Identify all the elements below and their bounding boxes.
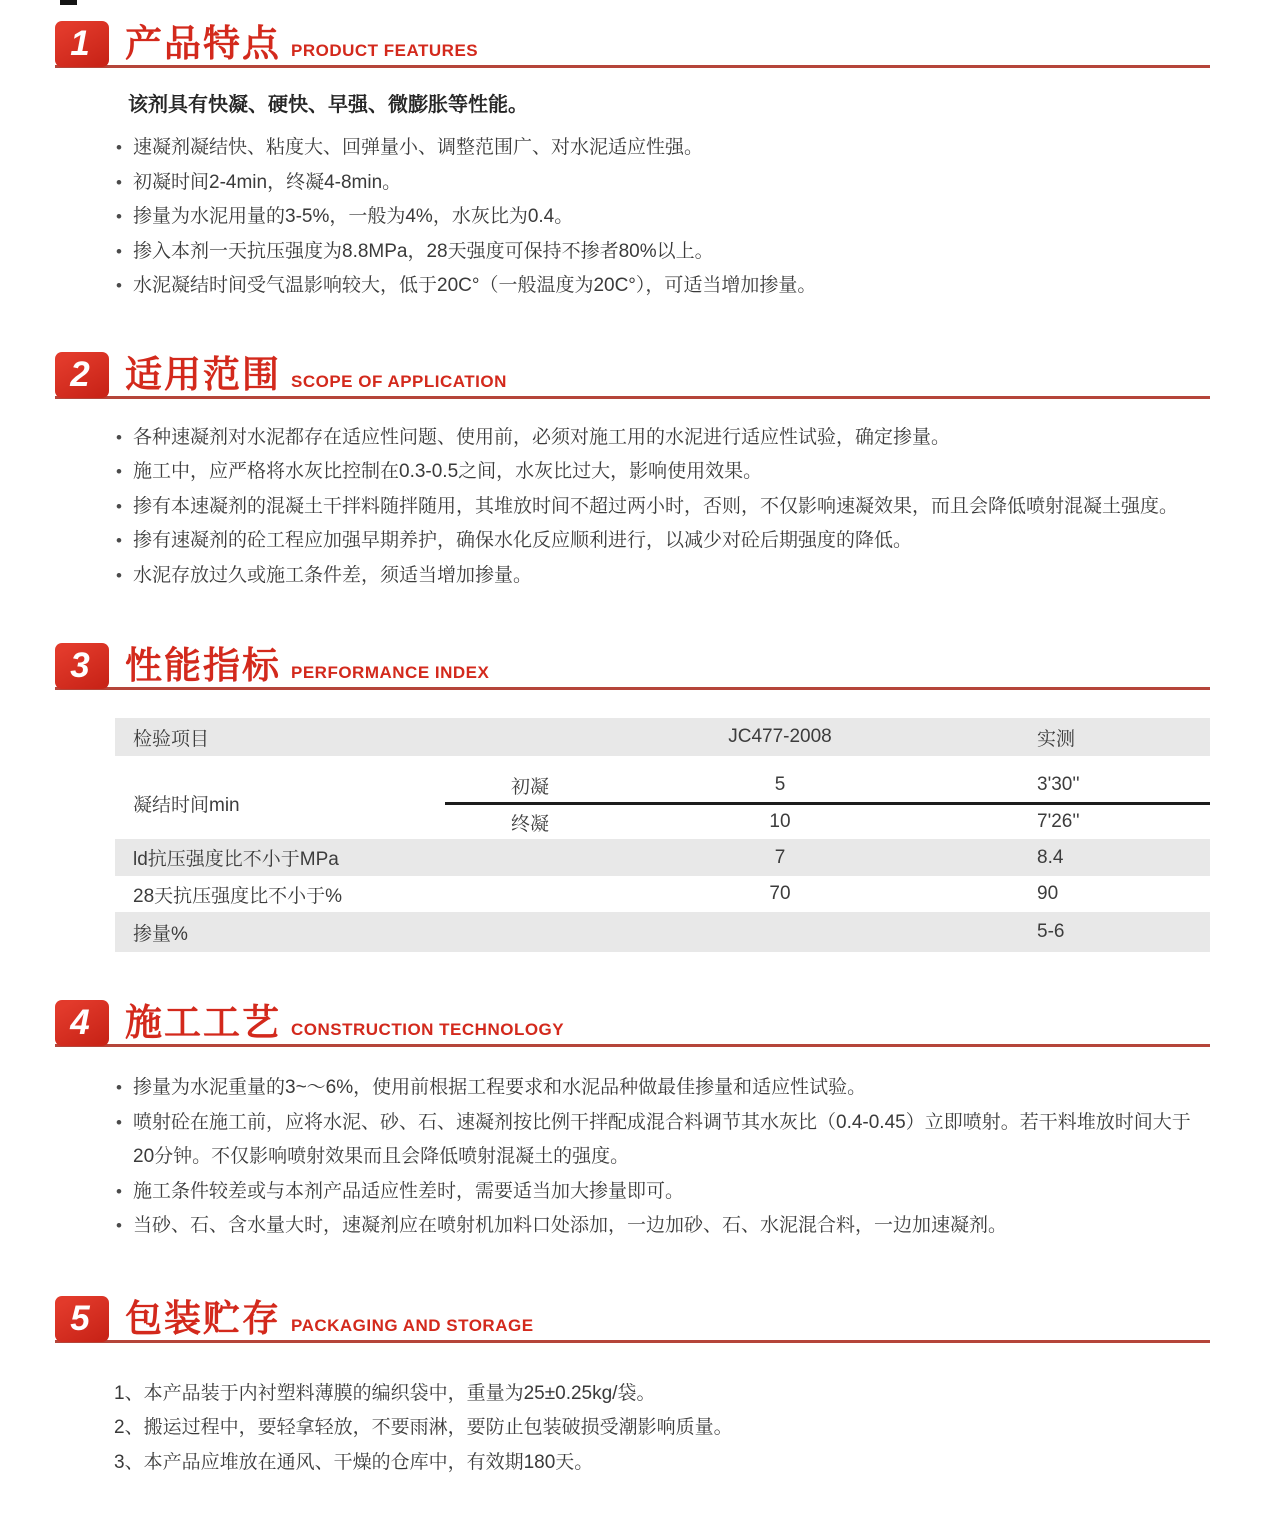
bullet-item: • 掺入本剂一天抗压强度为8.8MPa，28天强度可保持不掺者80%以上。 [114,235,1210,270]
bullet-item: • 初凝时间2-4min，终凝4-8min。 [114,166,1210,201]
bullet-item: • 水泥存放过久或施工条件差，须适当增加掺量。 [114,559,1210,594]
section-title: 施工工艺 [125,1002,281,1043]
table-cell-measured: 8.4 [1037,846,1064,868]
table-setting-time-block [115,768,1210,839]
numbered-item: 3、本产品应堆放在通风、干燥的仓库中，有效期180天。 [114,1451,594,1473]
table-cell-measured: 7'26'' [1037,811,1080,832]
table-setting-subrows [445,768,1210,839]
table-cell-measured: 90 [1037,883,1059,904]
section-header [55,21,1210,68]
features-intro-line: 该剂具有快凝、硬快、早强、微膨胀等性能。 [128,94,528,116]
table-cell-standard: 5 [774,774,786,795]
section-number-badge: 1 [55,21,109,67]
table-cell-subname: 初凝 [510,776,549,798]
section-subtitle-en: PRODUCT FEATURES [291,41,479,60]
bullet-item: • 水泥凝结时间受气温影响较大，低于20C°（一般温度为20C°），可适当增加掺量。 [114,269,1210,304]
table-header-standard: JC477-2008 [728,726,832,747]
table-cell-standard: 70 [769,883,791,904]
bullet-item: • 施工条件较差或与本剂产品适应性差时，需要适当加大掺量即可。 [114,1175,1210,1210]
table-cell-label: 28天抗压强度比不小于% [133,885,343,907]
numbered-item: 1、本产品装于内衬塑料薄膜的编织袋中，重量为25±0.25kg/袋。 [114,1382,656,1404]
section-construction-technology [0,1000,1280,1244]
bullet-item: • 施工中，应严格将水灰比控制在0.3-0.5之间，水灰比过大，影响使用效果。 [114,455,1210,490]
table-header-item: 检验项目 [133,728,210,750]
table-cell-subname: 终凝 [510,813,549,835]
table-header-measured: 实测 [1037,728,1076,750]
table-header-gap [115,756,1210,768]
table-row [115,912,1210,952]
section-title: 产品特点 [125,23,281,64]
section-number-badge: 2 [55,352,109,398]
bullet-item: • 当砂、石、含水量大时，速凝剂应在喷射机加料口处添加，一边加砂、石、水泥混合料，一边加速凝剂。 [114,1209,1210,1244]
bullet-item: • 掺量为水泥重量的3~～6%，使用前根据工程要求和水泥品种做最佳掺量和适应性试验。 [114,1071,1210,1106]
bullet-item: • 掺量为水泥用量的3-5%，一般为4%，水灰比为0.4。 [114,200,1210,235]
section-header [55,352,1210,399]
section-header [55,1000,1210,1047]
bullet-item: • 掺有本速凝剂的混凝土干拌料随拌随用，其堆放时间不超过两小时，否则，不仅影响速凝效果，而且会降低喷射混凝土强度。 [114,490,1210,525]
section-number-badge: 4 [55,1000,109,1046]
section-number-badge: 5 [55,1296,109,1342]
performance-table [115,718,1210,952]
section-title: 适用范围 [125,353,281,395]
features-bullet-list [114,131,1210,304]
table-row [445,805,1210,839]
table-cell-label: 凝结时间min [133,795,240,816]
table-cell-measured: 5-6 [1037,921,1065,942]
numbered-item: 2、搬运过程中，要轻拿轻放，不要雨淋，要防止包装破损受潮影响质量。 [114,1417,733,1438]
table-header-row [115,718,1210,756]
construction-bullet-list [114,1071,1210,1244]
section-title: 包装贮存 [125,1297,281,1339]
section-header [55,643,1210,690]
table-cell-standard: 7 [774,846,786,868]
section-title: 性能指标 [125,645,281,686]
section-header [55,1296,1210,1343]
table-cell-measured: 3'30'' [1037,774,1080,795]
section-product-features [0,21,1280,304]
table-row [445,768,1210,802]
table-cell-label: 掺量% [133,923,188,945]
section-subtitle-en: SCOPE OF APPLICATION [291,371,507,391]
bullet-item: • 喷射砼在施工前，应将水泥、砂、石、速凝剂按比例干拌配成混合料调节其水灰比（0.4-0.45）立即喷射。若干料堆放时间大于20分钟。不仅影响喷射效果而且会降低喷射混凝土的强度。 [114,1106,1210,1175]
scope-bullet-list [114,421,1210,594]
packaging-numbered-list [114,1377,1210,1481]
bullet-item: • 各种速凝剂对水泥都存在适应性问题、使用前，必须对施工用的水泥进行适应性试验，确定掺量。 [114,421,1210,456]
table-row [115,839,1210,876]
section-number-badge: 3 [55,643,109,689]
section-subtitle-en: PACKAGING AND STORAGE [291,1315,534,1335]
section-performance-index [0,643,1280,952]
table-row [115,876,1210,912]
section-subtitle-en: PERFORMANCE INDEX [291,663,490,682]
table-cell-label: ld抗压强度比不小于MPa [133,849,339,870]
bullet-item: • 速凝剂凝结快、粘度大、回弹量小、调整范围广、对水泥适应性强。 [114,131,1210,166]
bullet-item: • 掺有速凝剂的砼工程应加强早期养护，确保水化反应顺利进行，以减少对砼后期强度的降低。 [114,524,1210,559]
table-cell-standard: 10 [769,811,791,832]
section-scope-of-application [0,352,1280,594]
section-packaging-and-storage [0,1296,1280,1481]
section-subtitle-en: CONSTRUCTION TECHNOLOGY [291,1020,565,1039]
top-edge-mark [60,0,77,5]
